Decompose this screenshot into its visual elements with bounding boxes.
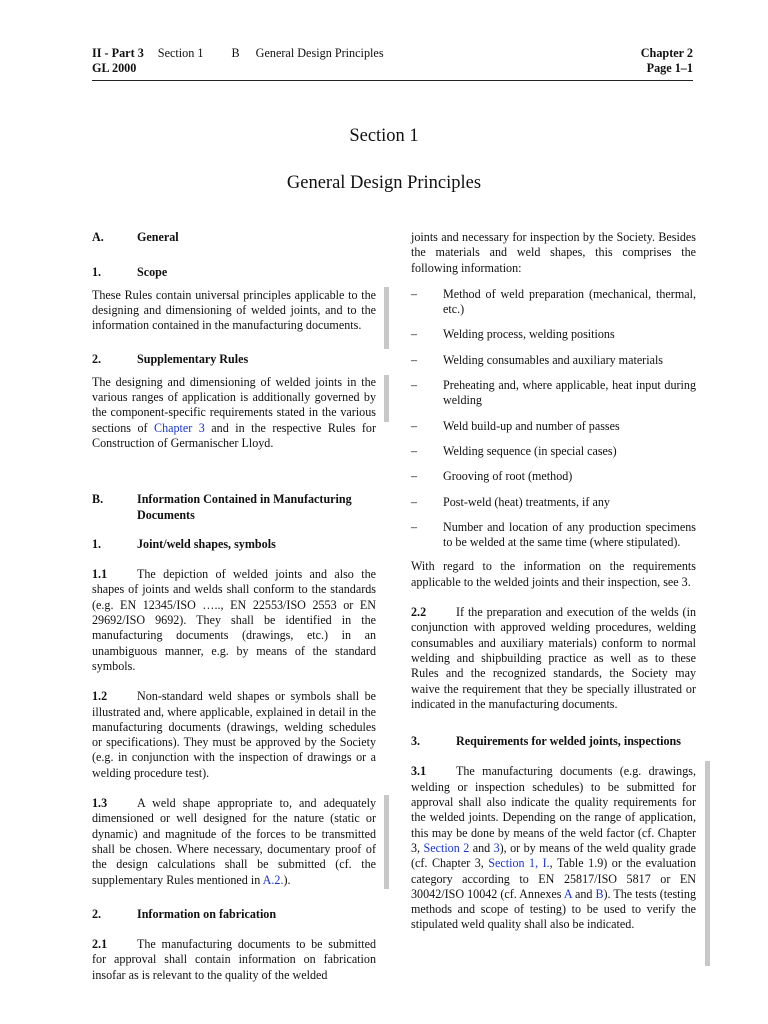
header-topic: General Design Principles — [255, 46, 384, 60]
requirements-reference-paragraph: With regard to the information on the requirements applicable to the welded joints and their inspection, see 3. — [411, 559, 696, 589]
paragraph-1-2: 1.2 Non-standard weld shapes or symbols shall be illustrated and, where applicable, explained in detail in the manufacturing documents (drawings, welding schedules or specifications). They must be approved by the Society (e.g. in conjunction with the inspection of drawings or a welding procedure test). — [92, 689, 376, 780]
heading-b: B. Information Contained in Manufacturing Documents — [92, 492, 352, 522]
scope-block — [92, 288, 376, 334]
heading-requirements-welded-joints: 3. Requirements for welded joints, inspections — [411, 734, 681, 749]
header-rule — [92, 80, 693, 81]
header-letter: B — [231, 46, 240, 60]
heading-scope: 1. Scope — [92, 265, 168, 280]
section-title: Section 1 — [349, 126, 419, 146]
left-column — [92, 230, 376, 983]
section-2-link[interactable]: Section 2 — [423, 840, 470, 855]
change-bar — [384, 375, 389, 422]
list-item: – Preheating and, where applicable, heat input during welding — [411, 378, 696, 408]
change-bar — [384, 795, 389, 889]
section-1-i-link[interactable]: Section 1, I. — [488, 856, 550, 871]
header-chapter: Chapter 2 — [640, 46, 693, 60]
header-part: II - Part 3 — [92, 46, 144, 60]
list-item: – Welding sequence (in special cases) — [411, 443, 617, 458]
heading-joint-weld-shapes: 1. Joint/weld shapes, symbols — [92, 536, 276, 551]
list-item: – Post-weld (heat) treatments, if any — [411, 494, 610, 509]
supplementary-paragraph: The designing and dimensioning of welded joints in the various ranges of application is additionally governed by the component-specific requirements stated in the various sections of Chapter 3 and in the respective Rules for Construction of Germanischer Lloyd. — [92, 374, 376, 450]
supplementary-block — [92, 375, 376, 451]
header-code: GL 2000 — [92, 61, 137, 75]
paragraph-3-1: 3.1 The manufacturing documents (e.g. drawings, welding or inspection schedules) to be submitted for approval shall also indicate the quality requirements for the welded joints. Depending on the range of application, this may be done by means of the weld factor (cf. Chapter 3, Section 2 and 3), or by means of the weld quality grade (cf. Chapter 3, Section 1, I., Table 1.9) or the evaluation category according to EN 25817/ISO 5817 or EN 30042/ISO 10042 (cf. Annexes A and B). The tests (testing methods and scope of testing) to be used to verify the stipulated weld quality shall also be indicated. — [411, 764, 696, 932]
section-subtitle: General Design Principles — [286, 173, 482, 193]
scope-paragraph: These Rules contain universal principles applicable to the designing and dimensioning of welded joints, and to the information contained in the manufacturing documents. — [92, 287, 376, 333]
header-page: Page 1–1 — [646, 61, 693, 75]
paragraph-2-2: 2.2 If the preparation and execution of the welds (in conjunction with approved welding procedures, welding consumables and auxiliary materials) conform to normal welding and shipbuilding practice as well as to these Rules and the recognized standards, the Society may waive the requirement that they be specially illustrated or indicated in the manufacturing documents. — [411, 605, 696, 711]
list-item: – Method of weld preparation (mechanical, thermal, etc.) — [411, 286, 696, 317]
list-item: – Welding consumables and auxiliary materials — [411, 352, 664, 367]
header-section: Section 1 — [157, 46, 204, 60]
fabrication-info-list — [411, 287, 696, 551]
change-bar — [384, 287, 389, 349]
annex-b-link[interactable]: B — [595, 886, 604, 901]
paragraph-1-3-block — [92, 796, 376, 888]
heading-a: A. General — [92, 230, 179, 244]
continuation-paragraph: joints and necessary for inspection by the Society. Besides the materials and weld shapes, this comprises the following information: — [411, 230, 696, 275]
list-item: – Grooving of root (method) — [411, 469, 573, 484]
paragraph-3-1-block — [411, 764, 696, 932]
right-column — [411, 230, 696, 933]
section-3-link[interactable]: 3 — [493, 840, 500, 855]
heading-supplementary-rules: 2. Supplementary Rules — [92, 352, 249, 367]
list-item: – Number and location of any production specimens to be welded at the same time (where stipulated). — [411, 519, 696, 550]
paragraph-2-1: 2.1 The manufacturing documents to be submitted for approval shall contain information on fabrication insofar as is relevant to the quality of the welded — [92, 937, 376, 982]
running-header-left — [92, 46, 384, 76]
change-bar — [705, 761, 710, 966]
list-item: – Welding process, welding positions — [411, 327, 615, 342]
annex-a-link[interactable]: A — [563, 886, 572, 901]
heading-information-on-fabrication: 2. Information on fabrication — [92, 906, 277, 921]
paragraph-1-1: 1.1 The depiction of welded joints and also the shapes of joints and welds shall conform to the standards (e.g. EN 12345/ISO ….., EN 22553/ISO 2553 or EN 29692/ISO 9692). They shall be identified in the manufacturing documents (drawings, etc.) in an unambiguous manner, e.g. by means of the standard symbols. — [92, 567, 376, 673]
list-item: – Weld build-up and number of passes — [411, 418, 620, 433]
running-header-right — [641, 46, 693, 76]
paragraph-1-3: 1.3 A weld shape appropriate to, and adequately dimensioned or well designed for the nature (static or dynamic) and magnitude of the forces to be transmitted shall be chosen. Where necessary, documentary proof of the design calculations shall be submitted (cf. the supplementary Rules mentioned in A.2.). — [92, 796, 376, 887]
a2-link[interactable]: A.2. — [262, 872, 284, 887]
chapter-3-link[interactable]: Chapter 3 — [154, 420, 205, 435]
